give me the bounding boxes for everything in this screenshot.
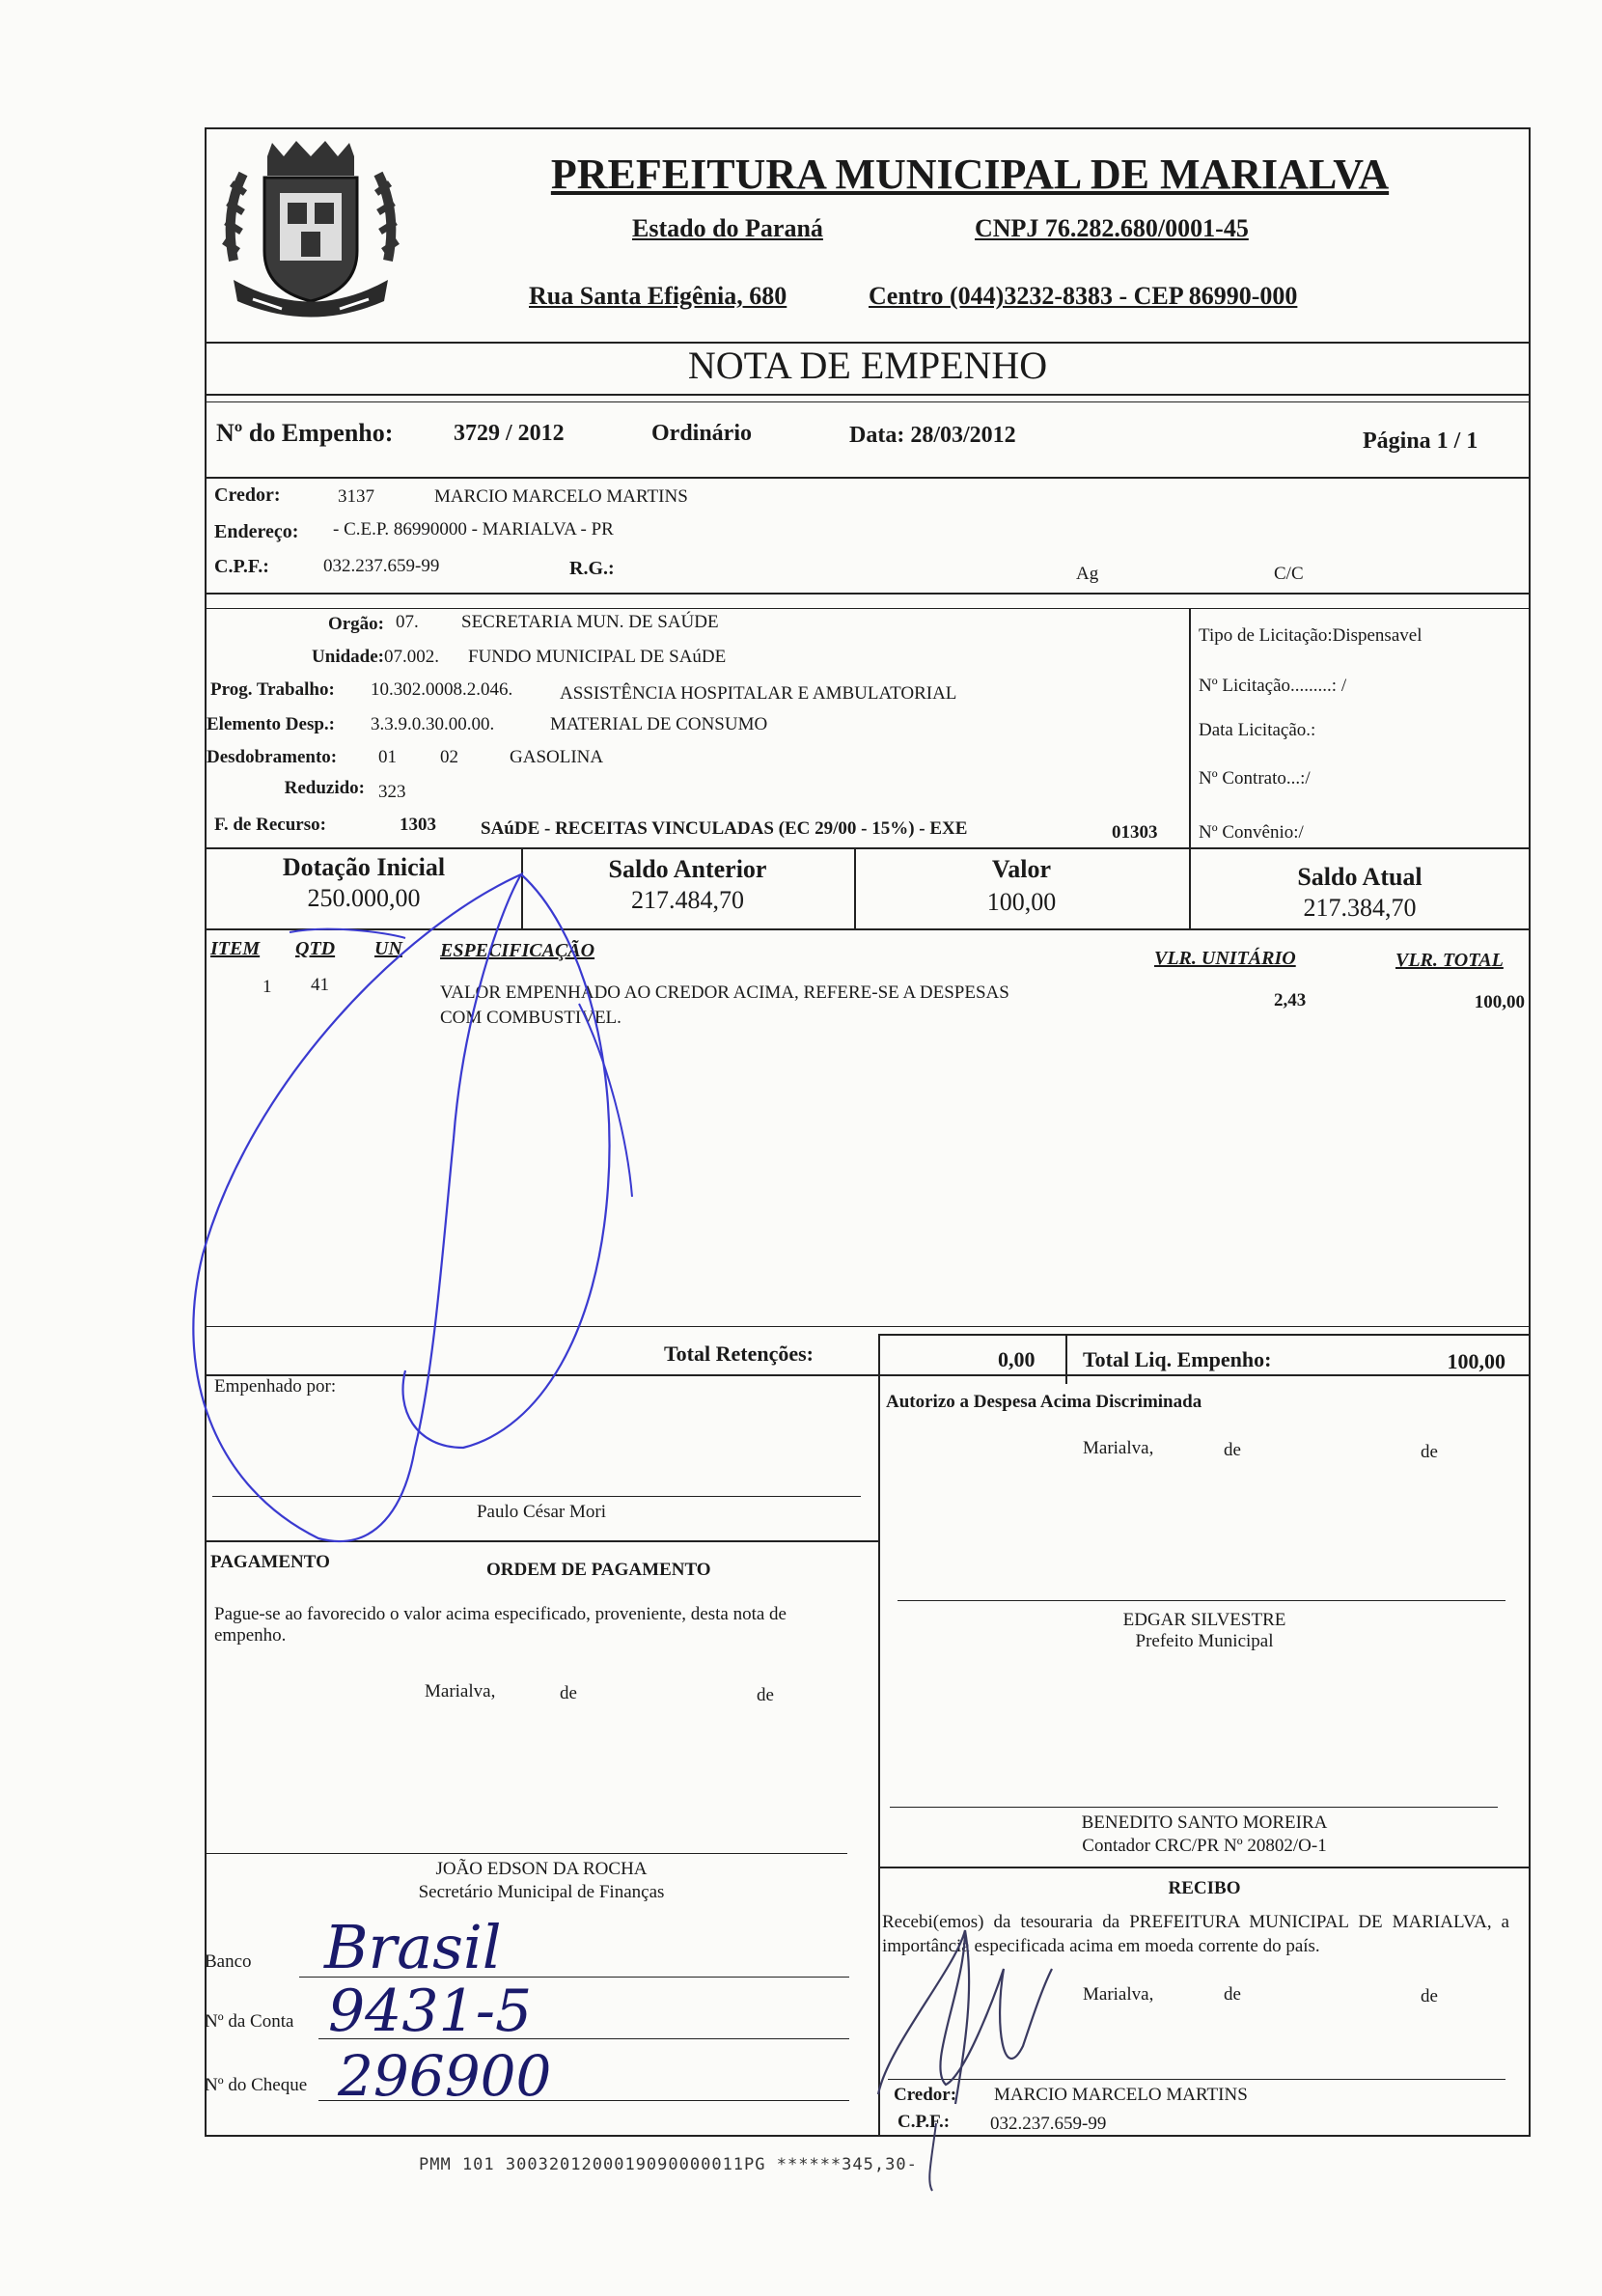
liquido-value: 100,00: [1447, 1349, 1505, 1373]
conta-handwritten: 9431-5: [328, 1978, 533, 2045]
page-number: Página 1 / 1: [1363, 429, 1478, 454]
reduzido-value: 323: [378, 782, 406, 802]
item-col-header: ITEM: [210, 938, 261, 959]
recibo-de2: de: [1421, 1986, 1438, 2006]
empenhado-label: Empenhado por:: [214, 1376, 337, 1397]
rg-label: R.G.:: [569, 558, 615, 579]
empenhado-name: Paulo César Mori: [476, 1502, 607, 1522]
recibo-credor-label: Credor:: [894, 2085, 957, 2105]
banco-label: Banco: [205, 1951, 252, 1972]
liquido-label: Total Liq. Empenho:: [1083, 1347, 1272, 1371]
pagamento-de2: de: [757, 1685, 774, 1705]
pagamento-text: Pague-se ao favorecido o valor acima especificado, proveniente, desta nota de empenho.: [214, 1604, 787, 1646]
saldo-anterior-label: Saldo Anterior: [608, 855, 767, 883]
saldo-atual-value: 217.384,70: [1303, 894, 1417, 922]
secretario-title: Secretário Municipal de Finanças: [418, 1882, 665, 1902]
recurso-code2: 01303: [1112, 822, 1158, 843]
desdobramento-label: Desdobramento:: [207, 747, 338, 767]
item-espec-line1: VALOR EMPENHADO AO CREDOR ACIMA, REFERE-SE A DESPESAS: [440, 982, 1009, 1003]
cpf-label: C.P.F.:: [214, 556, 269, 577]
credor-name: MARCIO MARCELO MARTINS: [434, 486, 688, 507]
dotacao-label: Dotação Inicial: [282, 853, 446, 881]
valor-value: 100,00: [986, 888, 1057, 916]
prefeitura-title: PREFEITURA MUNICIPAL DE MARIALVA: [550, 151, 1390, 198]
item-number: 1: [262, 977, 272, 997]
recibo-credor-name: MARCIO MARCELO MARTINS: [994, 2085, 1248, 2105]
dotacao-value: 250.000,00: [307, 884, 421, 912]
prog-code: 10.302.0008.2.046.: [371, 679, 513, 700]
prefeito-title: Prefeito Municipal: [1135, 1631, 1274, 1651]
recibo-city: Marialva,: [1083, 1984, 1154, 2005]
unidade-label: Unidade:: [312, 647, 384, 667]
retencoes-label: Total Retenções:: [664, 1342, 814, 1366]
recurso-name: SAúDE - RECEITAS VINCULADAS (EC 29/00 - 15%) - EXE: [481, 818, 968, 839]
qtd-col-header: QTD: [295, 938, 336, 959]
valor-label: Valor: [991, 855, 1052, 883]
address-rest-label: Centro (044)3232-8383 - CEP 86990-000: [869, 282, 1298, 310]
elemento-name: MATERIAL DE CONSUMO: [550, 714, 768, 734]
cnpj-label: CNPJ 76.282.680/0001-45: [975, 214, 1249, 242]
vlr-total-col-header: VLR. TOTAL: [1395, 950, 1504, 971]
autorizo-label: Autorizo a Despesa Acima Discriminada: [886, 1392, 1202, 1412]
endereco-value: - C.E.P. 86990000 - MARIALVA - PR: [333, 519, 614, 539]
retencoes-value: 0,00: [998, 1347, 1036, 1371]
cheque-label: Nº do Cheque: [205, 2075, 308, 2095]
recibo-label: RECIBO: [1168, 1878, 1241, 1898]
cheque-handwritten: 296900: [338, 2043, 552, 2109]
street-label: Rua Santa Efigênia, 680: [529, 282, 787, 310]
contador-name: BENEDITO SANTO MOREIRA: [1081, 1812, 1328, 1833]
vlr-unit-col-header: VLR. UNITÁRIO: [1154, 948, 1296, 969]
contrato-numero: Nº Contrato...:/: [1199, 768, 1311, 788]
footer-code: PMM 101 3003201200019090000011PG ******345,30-: [419, 2155, 918, 2174]
ordem-pagamento-label: ORDEM DE PAGAMENTO: [486, 1560, 711, 1580]
conta-label: Nº da Conta: [205, 2011, 294, 2032]
empenho-date: Data: 28/03/2012: [849, 423, 1016, 448]
convenio-numero: Nº Convênio:/: [1199, 822, 1304, 843]
credor-code: 3137: [338, 486, 374, 507]
licitacao-data: Data Licitação.:: [1199, 720, 1316, 740]
reduzido-label: Reduzido:: [284, 778, 365, 798]
cpf-value: 032.237.659-99: [323, 556, 440, 576]
orgao-name: SECRETARIA MUN. DE SAÚDE: [461, 612, 719, 632]
espec-col-header: ESPECIFICAÇÃO: [440, 940, 595, 961]
recurso-label: F. de Recurso:: [214, 815, 326, 835]
recibo-de1: de: [1224, 1984, 1241, 2005]
elemento-code: 3.3.9.0.30.00.00.: [371, 714, 495, 734]
autorizo-city: Marialva,: [1083, 1438, 1154, 1458]
prog-name: ASSISTÊNCIA HOSPITALAR E AMBULATORIAL: [560, 683, 957, 704]
orgao-label: Orgão:: [327, 614, 384, 634]
secretario-name: JOÃO EDSON DA ROCHA: [435, 1859, 648, 1879]
pagamento-city: Marialva,: [425, 1681, 496, 1701]
orgao-code: 07.: [396, 612, 419, 632]
recurso-code: 1303: [400, 815, 436, 835]
recibo-cpf-value: 032.237.659-99: [990, 2114, 1107, 2134]
desdobramento-a: 01: [378, 747, 397, 767]
licitacao-numero: Nº Licitação.........: /: [1199, 676, 1347, 696]
item-qtd: 41: [311, 975, 329, 995]
un-col-header: UN: [374, 938, 402, 959]
item-vlr-unit: 2,43: [1274, 990, 1307, 1010]
document-title: NOTA DE EMPENHO: [687, 344, 1048, 387]
empenho-number-label: Nº do Empenho:: [216, 419, 394, 447]
banco-handwritten: Brasil: [324, 1912, 502, 1982]
unidade-name: FUNDO MUNICIPAL DE SAúDE: [468, 647, 727, 667]
prog-label: Prog. Trabalho:: [210, 679, 335, 700]
recibo-cpf-label: C.P.F.:: [898, 2112, 951, 2132]
contador-title: Contador CRC/PR Nº 20802/O-1: [1082, 1836, 1327, 1856]
licitacao-tipo: Tipo de Licitação:Dispensavel: [1199, 625, 1422, 646]
autorizo-de2: de: [1421, 1442, 1438, 1462]
credor-label: Credor:: [214, 484, 281, 506]
pagamento-label: PAGAMENTO: [210, 1552, 330, 1572]
autorizo-de1: de: [1224, 1440, 1241, 1460]
desdobramento-name: GASOLINA: [510, 747, 604, 767]
ag-label: Ag: [1076, 564, 1099, 584]
item-vlr-total: 100,00: [1474, 992, 1525, 1012]
elemento-label: Elemento Desp.:: [207, 714, 335, 734]
empenho-type: Ordinário: [651, 421, 753, 446]
recibo-text: Recebi(emos) da tesouraria da PREFEITURA MUNICIPAL DE MARIALVA, a importância especificada acima em moeda corrente do país.: [882, 1912, 1509, 1956]
desdobramento-b: 02: [440, 747, 458, 767]
endereco-label: Endereço:: [214, 521, 299, 542]
saldo-atual-label: Saldo Atual: [1297, 863, 1422, 891]
empenho-number: 3729 / 2012: [454, 421, 565, 446]
item-espec-line2: COM COMBUSTIVEL.: [440, 1008, 621, 1028]
pagamento-de1: de: [560, 1683, 577, 1703]
unidade-code: 07.002.: [384, 647, 439, 667]
prefeito-name: EDGAR SILVESTRE: [1122, 1610, 1286, 1630]
saldo-anterior-value: 217.484,70: [631, 886, 744, 914]
cc-label: C/C: [1274, 564, 1304, 584]
state-label: Estado do Paraná: [632, 214, 823, 242]
